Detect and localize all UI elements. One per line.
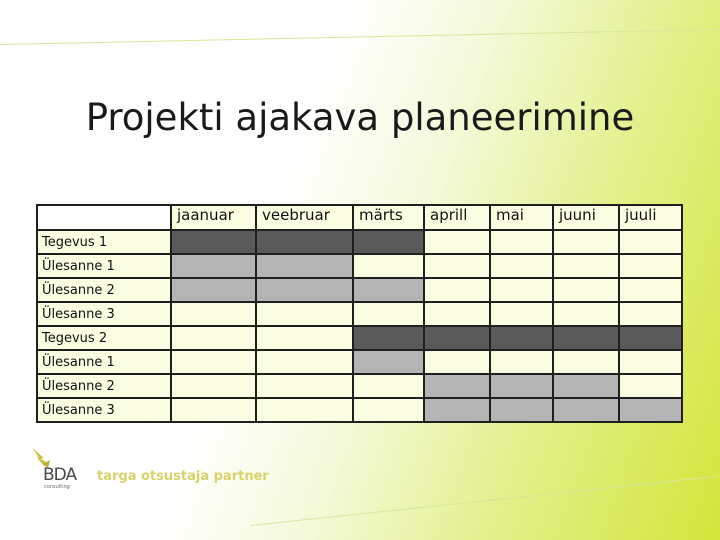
slide-title: Projekti ajakava planeerimine bbox=[85, 96, 635, 139]
table-row bbox=[37, 230, 682, 254]
header-row bbox=[37, 205, 682, 230]
gantt-bar-cell-dark bbox=[256, 230, 353, 254]
gantt-empty-cell bbox=[171, 350, 256, 374]
logo-subtext: consulting bbox=[44, 484, 70, 490]
gantt-empty-cell bbox=[490, 278, 553, 302]
table-row bbox=[37, 350, 682, 374]
gantt-empty-cell bbox=[553, 350, 619, 374]
gantt-bar-cell-dark bbox=[171, 230, 256, 254]
gantt-empty-cell bbox=[424, 230, 490, 254]
gantt-bar-cell-light bbox=[424, 374, 490, 398]
row-label: Ülesanne 3 bbox=[37, 302, 171, 326]
gantt-empty-cell bbox=[619, 350, 682, 374]
decorative-line-top bbox=[0, 29, 720, 45]
row-label: Ülesanne 2 bbox=[37, 278, 171, 302]
gantt-empty-cell bbox=[424, 254, 490, 278]
gantt-bar-cell-light bbox=[171, 278, 256, 302]
gantt-empty-cell bbox=[256, 326, 353, 350]
gantt-bar-cell-light bbox=[553, 374, 619, 398]
gantt-bar-cell-light bbox=[619, 398, 682, 422]
table-row bbox=[37, 398, 682, 422]
gantt-empty-cell bbox=[256, 398, 353, 422]
table-row bbox=[37, 326, 682, 350]
table-row bbox=[37, 254, 682, 278]
month-header: juuni bbox=[553, 205, 619, 230]
gantt-empty-cell bbox=[490, 254, 553, 278]
gantt-empty-cell bbox=[353, 398, 424, 422]
month-header: juuli bbox=[619, 205, 682, 230]
gantt-bar-cell-light bbox=[171, 254, 256, 278]
gantt-empty-cell bbox=[424, 350, 490, 374]
row-label: Tegevus 2 bbox=[37, 326, 171, 350]
gantt-bar-cell-light bbox=[490, 374, 553, 398]
month-header: aprill bbox=[424, 205, 490, 230]
gantt-empty-cell bbox=[553, 254, 619, 278]
gantt-empty-cell bbox=[553, 278, 619, 302]
gantt-empty-cell bbox=[256, 374, 353, 398]
month-header: märts bbox=[353, 205, 424, 230]
gantt-bar-cell-dark bbox=[553, 326, 619, 350]
gantt-empty-cell bbox=[619, 230, 682, 254]
gantt-empty-cell bbox=[353, 374, 424, 398]
gantt-empty-cell bbox=[353, 254, 424, 278]
gantt-empty-cell bbox=[424, 302, 490, 326]
gantt-bar-cell-light bbox=[256, 278, 353, 302]
header-corner-cell bbox=[37, 205, 171, 230]
gantt-bar-cell-light bbox=[553, 398, 619, 422]
gantt-empty-cell bbox=[256, 350, 353, 374]
gantt-empty-cell bbox=[424, 278, 490, 302]
decorative-line-lower bbox=[250, 476, 718, 526]
gantt-bar-cell-dark bbox=[353, 326, 424, 350]
table-row bbox=[37, 374, 682, 398]
gantt-empty-cell bbox=[553, 230, 619, 254]
row-label: Tegevus 1 bbox=[37, 230, 171, 254]
gantt-empty-cell bbox=[619, 302, 682, 326]
gantt-empty-cell bbox=[619, 374, 682, 398]
month-header: mai bbox=[490, 205, 553, 230]
logo-text: BDA bbox=[43, 465, 77, 485]
gantt-table bbox=[36, 204, 683, 423]
gantt-empty-cell bbox=[553, 302, 619, 326]
row-label: Ülesanne 1 bbox=[37, 350, 171, 374]
gantt-bar-cell-light bbox=[353, 278, 424, 302]
gantt-bar-cell-light bbox=[256, 254, 353, 278]
gantt-empty-cell bbox=[171, 326, 256, 350]
gantt-bar-cell-light bbox=[424, 398, 490, 422]
gantt-empty-cell bbox=[490, 350, 553, 374]
gantt-empty-cell bbox=[171, 374, 256, 398]
gantt-bar-cell-dark bbox=[424, 326, 490, 350]
gantt-empty-cell bbox=[490, 302, 553, 326]
row-label: Ülesanne 2 bbox=[37, 374, 171, 398]
bda-logo bbox=[30, 444, 90, 490]
gantt-empty-cell bbox=[353, 302, 424, 326]
gantt-bar-cell-dark bbox=[353, 230, 424, 254]
gantt-empty-cell bbox=[256, 302, 353, 326]
month-header: veebruar bbox=[256, 205, 353, 230]
month-header: jaanuar bbox=[171, 205, 256, 230]
row-label: Ülesanne 3 bbox=[37, 398, 171, 422]
gantt-bar-cell-light bbox=[353, 350, 424, 374]
table-row bbox=[37, 278, 682, 302]
gantt-empty-cell bbox=[171, 398, 256, 422]
gantt-bar-cell-dark bbox=[490, 326, 553, 350]
gantt-empty-cell bbox=[490, 230, 553, 254]
gantt-empty-cell bbox=[619, 254, 682, 278]
table-row bbox=[37, 302, 682, 326]
gantt-empty-cell bbox=[171, 302, 256, 326]
tagline: targa otsustaja partner bbox=[97, 469, 269, 484]
gantt-bar-cell-dark bbox=[619, 326, 682, 350]
gantt-bar-cell-light bbox=[490, 398, 553, 422]
row-label: Ülesanne 1 bbox=[37, 254, 171, 278]
gantt-empty-cell bbox=[619, 278, 682, 302]
